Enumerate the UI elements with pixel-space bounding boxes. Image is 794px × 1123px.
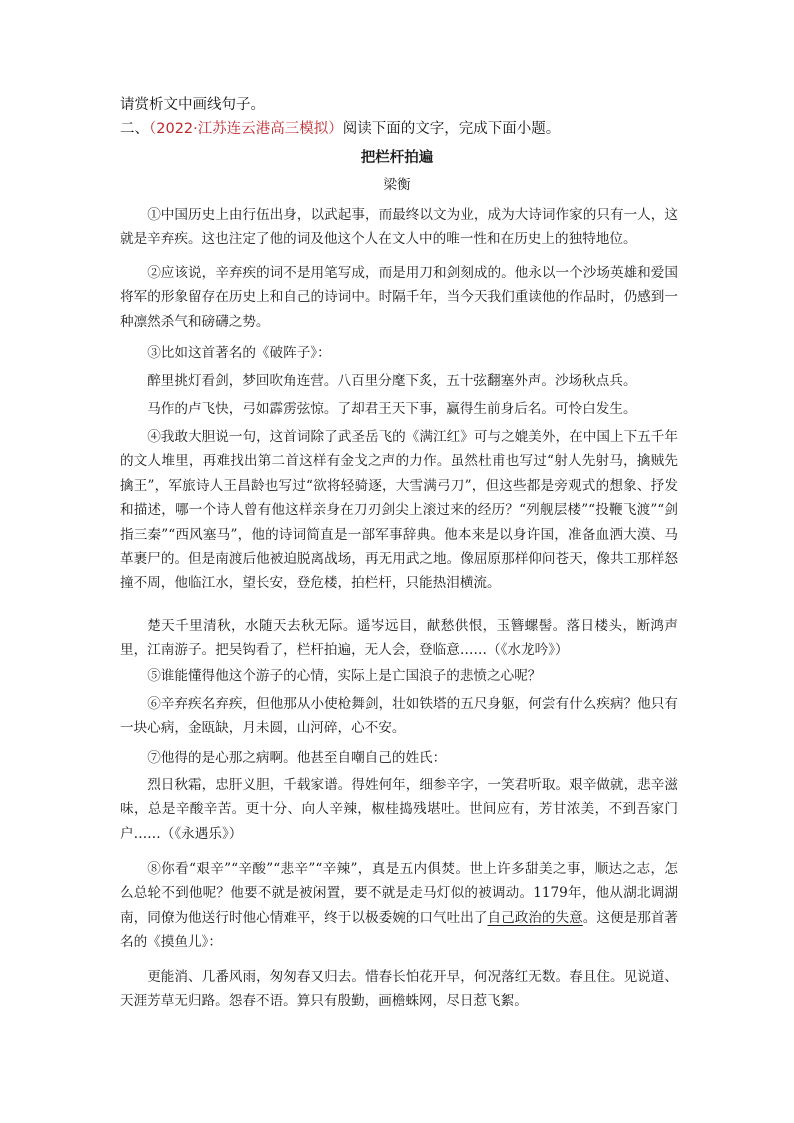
poem-yongyule: 烈日秋霜，忠肝义胆，千载家谱。得姓何年，细参辛字，一笑君听取。艰辛做就，悲辛滋味，总是辛酸辛苦。更十分、向人辛辣，椒桂捣残堪吐。世间应有，芳甘浓美，不到吾家门户……（《永遇乐》）: [120, 777, 678, 842]
paragraph-5: ⑤谁能懂得他这个游子的心情，实际上是亡国浪子的悲愤之心呢？: [147, 668, 542, 684]
question-prompt: 请赏析文中画线句子。: [120, 97, 265, 113]
article-author: 梁衡: [383, 177, 411, 193]
paragraph-2: ②应该说，辛弃疾的词不是用笔写成，而是用刀和剑刻成的。他永以一个沙场英雄和爱国将军的形象留存在历史上和自己的诗词中。时隔千年，当今天我们重读他的作品时，仍感到一种凛然杀气和磅礴之势。: [120, 265, 678, 330]
poem-shuilongyin: 楚天千里清秋，水随天去秋无际。遥岑远目，献愁供恨，玉簪螺髻。落日楼头，断鸿声里，江南游子。把吴钩看了，栏杆拍遍，无人会，登临意……（《水龙吟》）: [120, 618, 678, 659]
poem-pozhenzi-line-2: 马作的卢飞快，弓如霹雳弦惊。了却君王天下事，赢得生前身后名。可怜白发生。: [147, 401, 637, 417]
paragraph-7: ⑦他得的是心那之病啊。他甚至自嘲自己的姓氏：: [147, 750, 447, 766]
poem-moyuer: 更能消、几番风雨，匆匆春又归去。惜春长怕花开早，何况落红无数。春且住。见说道、天涯芳草无归路。怨春不语。算只有殷勤，画檐蛛网，尽日惹飞絮。: [120, 969, 678, 1010]
paragraph-8: [120, 857, 678, 955]
article-title: 把栏杆拍遍: [360, 149, 434, 166]
section-prefix: 二、: [120, 121, 149, 137]
paragraph-8-start: ⑧你看“艰辛”“辛酸”“悲辛”“辛辣”，真是五内俱焚。世上许多甜美之事，顺达之志，怎么总轮不到他呢？他要不就是被闲置，要不就是走马灯似的被调动。1179年，他从湖北调湖南，同僚为他送行时他心情难平，终于以极委婉的口气吐出了: [120, 861, 678, 926]
section-instruction: 阅读下面的文字，完成下面小题。: [342, 121, 561, 137]
poem-pozhenzi-line-1: 醉里挑灯看剑，梦回吹角连营。八百里分麾下炙，五十弦翻塞外声。沙场秋点兵。: [147, 373, 637, 389]
paragraph-3: ③比如这首著名的《破阵子》：: [147, 345, 331, 361]
paragraph-1: ①中国历史上由行伍出身，以武起事，而最终以文为业，成为大诗词作家的只有一人，这就是辛弃疾。这也注定了他的词及他这个人在文人中的唯一性和在历史上的独特地位。: [120, 207, 678, 248]
underlined-sentence: 自己政治的失意: [487, 909, 583, 926]
section-heading: [120, 117, 680, 141]
section-source: （2022·江苏连云港高三模拟）: [149, 121, 343, 137]
paragraph-8-end: 。这便是那首著名的《摸鱼儿》：: [120, 909, 679, 951]
paragraph-4: ④我敢大胆说一句，这首词除了武圣岳飞的《满江红》可与之媲美外，在中国上下五千年的文人堆里，再难找出第二首这样有金戈之声的力作。虽然杜甫也写过“射人先射马，擒贼先擒王”，军旅诗人王昌龄也写过“欲将轻骑逐，大雪满弓刀”，但这些都是旁观式的想象、抒发和描述，哪一个诗人曾有他这样亲身在刀刃剑尖上滚过来的经历？“列舰层楼”“投鞭飞渡”“剑指三秦”“西风塞马”，他的诗词简直是一部军事辞典。他本来是以身许国，准备血洒大漠、马革裹尸的。但是南渡后他被迫脱离战场，再无用武之地。像屈原那样仰问苍天，像共工那样怒撞不周，他临江水，望长安，登危楼，拍栏杆，只能热泪横流。: [120, 429, 678, 592]
paragraph-6: ⑥辛弃疾名弃疾，但他那从小使枪舞剑，壮如铁塔的五尺身躯，何尝有什么疾病？他只有一块心病，金瓯缺，月未圆，山河碎，心不安。: [120, 696, 678, 737]
